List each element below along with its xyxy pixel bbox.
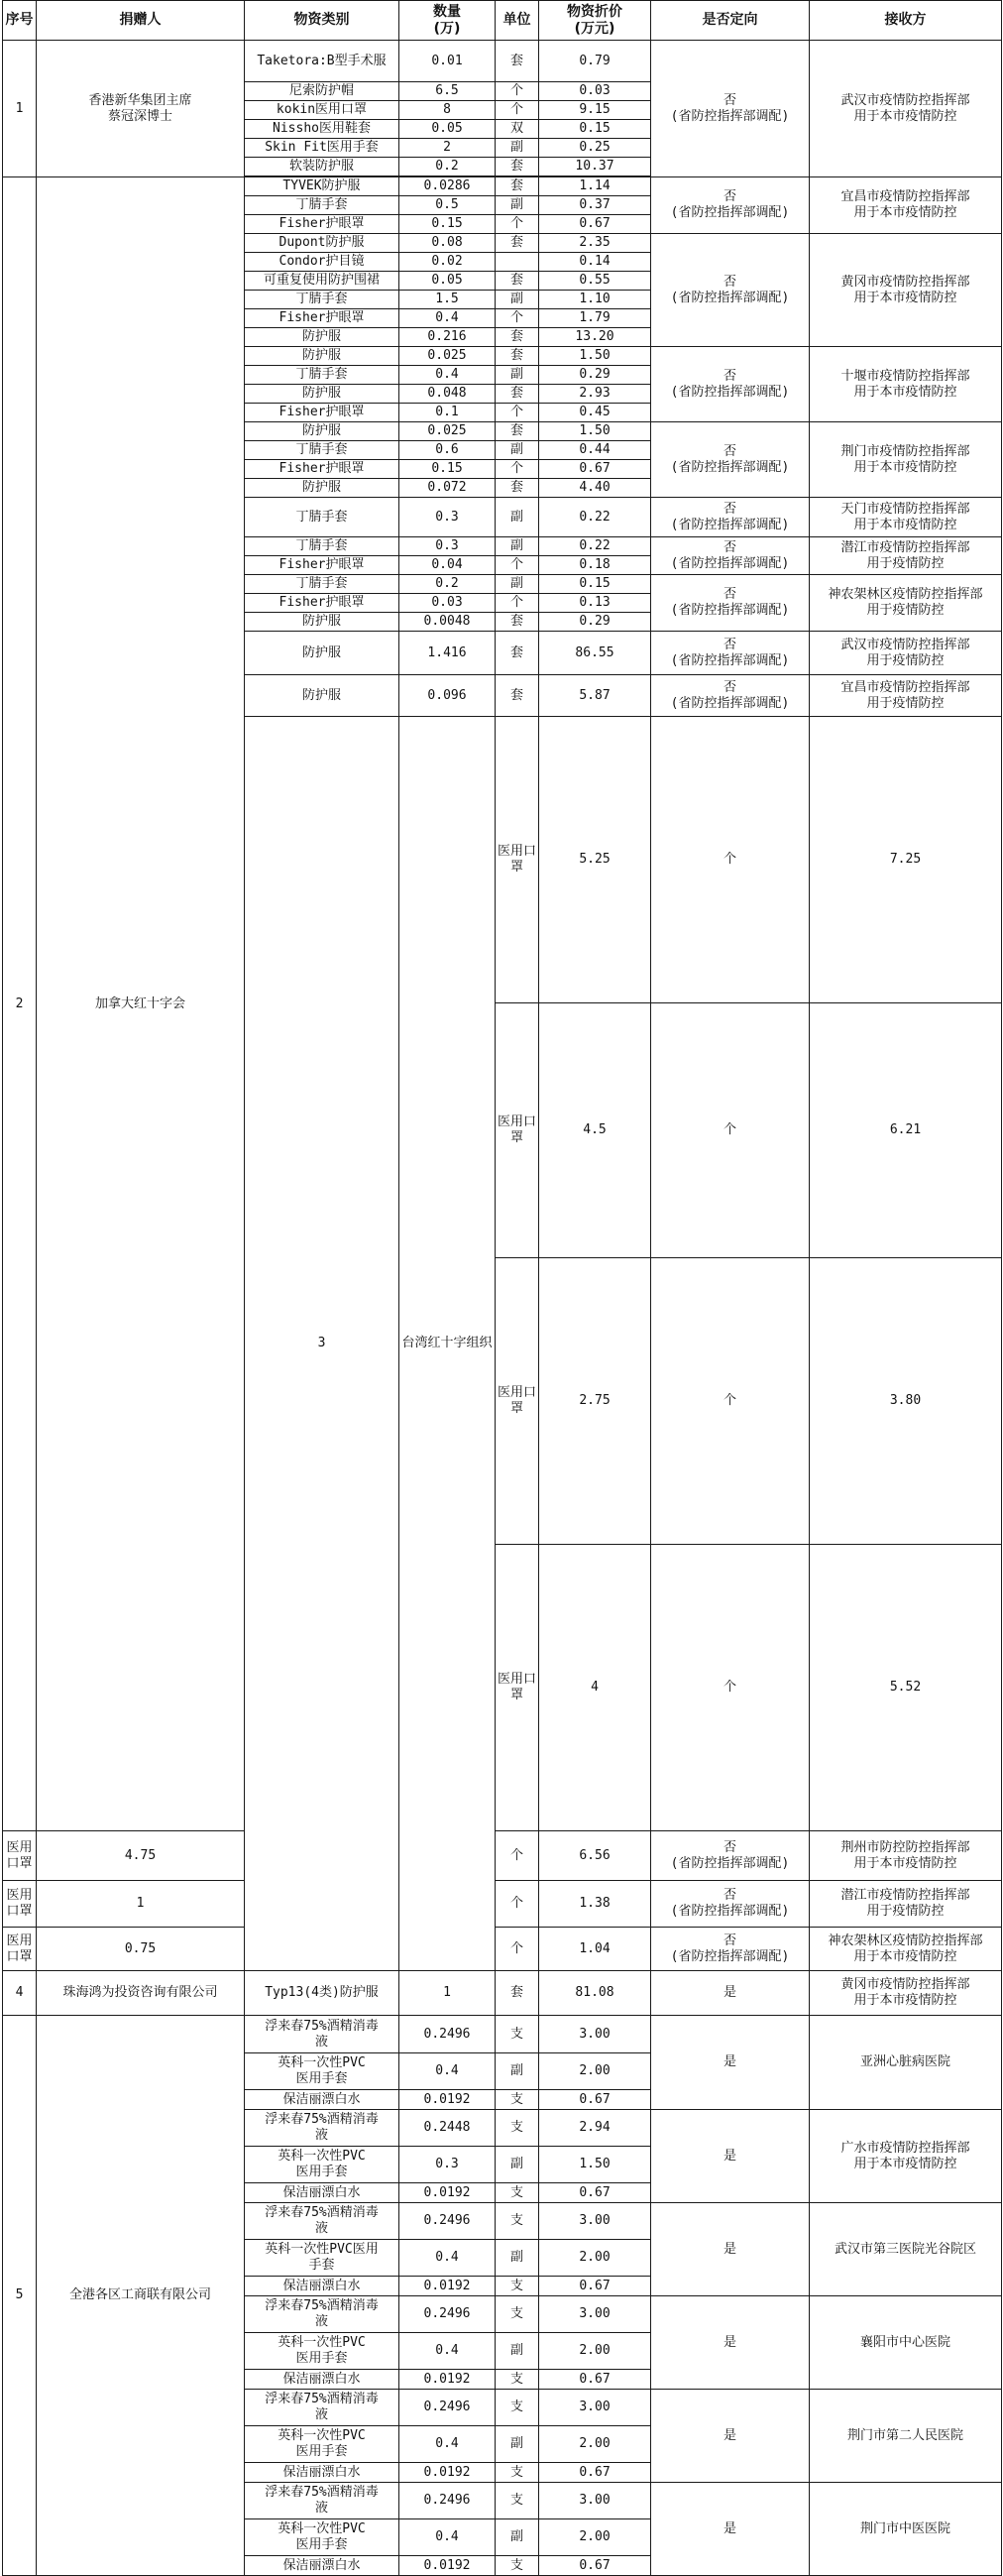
unit-cell: 支 — [496, 2296, 539, 2333]
value-cell: 81.08 — [539, 1971, 651, 2016]
recipient-cell: 神农架林区疫情防控指挥部 用于本市疫情防控 — [810, 1928, 1002, 1971]
unit-cell: 支 — [496, 2483, 539, 2519]
category-cell: 医用口罩 — [496, 1003, 539, 1258]
value-cell: 0.67 — [539, 2463, 651, 2483]
value-cell: 0.13 — [539, 594, 651, 613]
quantity-cell: 0.0192 — [399, 2556, 496, 2576]
donor-cell: 全港各区工商联有限公司 — [37, 2016, 245, 2576]
value-cell: 0.79 — [539, 41, 651, 82]
quantity-cell: 1 — [37, 1881, 245, 1928]
category-cell: 保洁丽漂白水 — [245, 2463, 399, 2483]
category-cell: 尼索防护帽 — [245, 82, 399, 101]
unit-cell: 个 — [496, 594, 539, 613]
category-cell: 防护服 — [245, 422, 399, 441]
unit-cell: 副 — [496, 139, 539, 158]
donation-table — [2, 0, 1002, 2576]
unit-cell: 套 — [496, 385, 539, 404]
category-cell: 丁腈手套 — [245, 537, 399, 556]
header-directed: 是否定向 — [651, 1, 810, 41]
value-cell: 3.00 — [539, 2296, 651, 2333]
header-seq: 序号 — [3, 1, 37, 41]
directed-cell: 否 (省防控指挥部调配) — [651, 632, 810, 675]
unit-cell: 副 — [496, 2333, 539, 2370]
unit-cell: 支 — [496, 2110, 539, 2147]
unit-cell: 套 — [496, 479, 539, 498]
value-cell: 1.38 — [539, 1881, 651, 1928]
quantity-cell: 0.0192 — [399, 2370, 496, 2390]
value-cell: 3.00 — [539, 2203, 651, 2240]
directed-cell: 是 — [651, 2390, 810, 2483]
unit-cell: 双 — [496, 120, 539, 139]
unit-cell: 副 — [496, 2053, 539, 2090]
category-cell: 浮来春75%酒精消毒 液 — [245, 2110, 399, 2147]
table-row — [3, 1831, 1002, 1881]
quantity-cell: 2.75 — [539, 1258, 651, 1545]
quantity-cell: 1.5 — [399, 291, 496, 309]
value-cell: 0.37 — [539, 196, 651, 215]
header-recipient: 接收方 — [810, 1, 1002, 41]
unit-cell: 支 — [496, 2183, 539, 2203]
category-cell: Dupont防护服 — [245, 234, 399, 253]
table-header-row — [3, 1, 1002, 41]
quantity-cell: 0.05 — [399, 272, 496, 291]
quantity-cell: 0.4 — [399, 2333, 496, 2370]
unit-cell: 支 — [496, 2556, 539, 2576]
quantity-cell: 0.025 — [399, 347, 496, 366]
quantity-cell: 0.0192 — [399, 2090, 496, 2110]
value-cell: 0.67 — [539, 2090, 651, 2110]
value-cell: 0.15 — [539, 120, 651, 139]
unit-cell: 套 — [496, 422, 539, 441]
directed-cell: 是 — [651, 1971, 810, 2016]
seq-cell: 3 — [245, 717, 399, 1971]
category-cell: 英科一次性PVC 医用手套 — [245, 2147, 399, 2183]
category-cell: 浮来春75%酒精消毒 液 — [245, 2016, 399, 2053]
quantity-cell: 0.0192 — [399, 2463, 496, 2483]
recipient-cell: 荆门市疫情防控指挥部 用于本市疫情防控 — [810, 422, 1002, 498]
value-cell: 13.20 — [539, 328, 651, 347]
recipient-cell: 襄阳市中心医院 — [810, 2296, 1002, 2390]
directed-cell: 否 (省防控指挥部调配) — [651, 177, 810, 234]
category-cell: 丁腈手套 — [245, 291, 399, 309]
value-cell: 3.00 — [539, 2016, 651, 2053]
category-cell: 防护服 — [245, 347, 399, 366]
unit-cell: 支 — [496, 2370, 539, 2390]
unit-cell: 套 — [496, 632, 539, 675]
unit-cell: 副 — [496, 2519, 539, 2556]
category-cell: 丁腈手套 — [245, 498, 399, 537]
unit-cell: 个 — [496, 460, 539, 479]
category-cell: 保洁丽漂白水 — [245, 2370, 399, 2390]
category-cell: 英科一次性PVC 医用手套 — [245, 2053, 399, 2090]
value-cell: 10.37 — [539, 158, 651, 176]
category-cell: Taketora:B型手术服 — [245, 41, 399, 82]
unit-cell: 副 — [496, 441, 539, 460]
value-cell: 3.00 — [539, 2390, 651, 2426]
recipient-cell: 广水市疫情防控指挥部 用于本市疫情防控 — [810, 2110, 1002, 2203]
value-cell: 0.44 — [539, 441, 651, 460]
category-cell: Fisher护眼罩 — [245, 460, 399, 479]
category-cell: Skin Fit医用手套 — [245, 139, 399, 158]
category-cell: 防护服 — [245, 328, 399, 347]
directed-cell: 否 (省防控指挥部调配) — [651, 1928, 810, 1971]
quantity-cell: 0.2496 — [399, 2016, 496, 2053]
unit-cell: 套 — [496, 347, 539, 366]
donor-cell: 加拿大红十字会 — [37, 177, 245, 1831]
directed-cell: 是 — [651, 2016, 810, 2110]
header-value: 物资折价 (万元) — [539, 1, 651, 41]
quantity-cell: 0.4 — [399, 2426, 496, 2463]
value-cell: 0.67 — [539, 2370, 651, 2390]
category-cell: 丁腈手套 — [245, 575, 399, 594]
category-cell: 防护服 — [245, 479, 399, 498]
quantity-cell: 0.0192 — [399, 2183, 496, 2203]
category-cell: 保洁丽漂白水 — [245, 2183, 399, 2203]
quantity-cell: 0.096 — [399, 675, 496, 717]
donor-cell: 香港新华集团主席 蔡冠深博士 — [37, 41, 245, 177]
category-cell: Fisher护眼罩 — [245, 215, 399, 234]
quantity-cell: 0.2496 — [399, 2390, 496, 2426]
unit-cell: 个 — [496, 1928, 539, 1971]
unit-cell: 支 — [496, 2390, 539, 2426]
category-cell: Fisher护眼罩 — [245, 404, 399, 422]
unit-cell: 个 — [496, 404, 539, 422]
quantity-cell: 0.05 — [399, 120, 496, 139]
unit-cell: 副 — [496, 291, 539, 309]
unit-cell: 个 — [496, 82, 539, 101]
directed-cell: 否 (省防控指挥部调配) — [651, 234, 810, 347]
unit-cell: 支 — [496, 2277, 539, 2296]
value-cell: 0.22 — [539, 498, 651, 537]
quantity-cell: 0.2496 — [399, 2483, 496, 2519]
recipient-cell: 黄冈市疫情防控指挥部 用于本市疫情防控 — [810, 234, 1002, 347]
unit-cell: 副 — [496, 2426, 539, 2463]
directed-cell: 否 (省防控指挥部调配) — [651, 675, 810, 717]
category-cell: 医用口罩 — [496, 1258, 539, 1545]
quantity-cell: 0.3 — [399, 2147, 496, 2183]
quantity-cell: 4.75 — [37, 1831, 245, 1881]
donor-cell: 台湾红十字组织 — [399, 717, 496, 1971]
seq-cell: 1 — [3, 41, 37, 177]
quantity-cell: 0.2448 — [399, 2110, 496, 2147]
table-row — [3, 177, 1002, 196]
unit-cell: 个 — [496, 556, 539, 575]
quantity-cell: 1 — [399, 1971, 496, 2016]
value-cell: 7.25 — [810, 717, 1002, 1003]
directed-cell: 否 (省防控指挥部调配) — [651, 347, 810, 422]
quantity-cell: 0.1 — [399, 404, 496, 422]
value-cell: 2.00 — [539, 2240, 651, 2277]
unit-cell: 个 — [496, 309, 539, 328]
unit-cell: 个 — [651, 717, 810, 1003]
unit-cell: 套 — [496, 675, 539, 717]
table-row — [3, 41, 1002, 82]
quantity-cell: 0.4 — [399, 2053, 496, 2090]
category-cell: 防护服 — [245, 675, 399, 717]
value-cell: 0.45 — [539, 404, 651, 422]
unit-cell: 套 — [496, 158, 539, 176]
quantity-cell: 0.2 — [399, 575, 496, 594]
category-cell: 医用口罩 — [3, 1831, 37, 1881]
category-cell: 英科一次性PVC 医用手套 — [245, 2426, 399, 2463]
table-row — [3, 1928, 1002, 1971]
value-cell: 1.50 — [539, 422, 651, 441]
quantity-cell: 0.75 — [37, 1928, 245, 1971]
value-cell: 0.67 — [539, 2183, 651, 2203]
unit-cell: 副 — [496, 537, 539, 556]
category-cell: 浮来春75%酒精消毒 液 — [245, 2296, 399, 2333]
quantity-cell: 0.0048 — [399, 613, 496, 632]
value-cell: 0.22 — [539, 537, 651, 556]
directed-cell: 否 (省防控指挥部调配) — [651, 422, 810, 498]
document-page — [2, 0, 1002, 2576]
value-cell: 1.79 — [539, 309, 651, 328]
unit-cell: 副 — [496, 366, 539, 385]
quantity-cell: 0.15 — [399, 215, 496, 234]
quantity-cell: 0.0192 — [399, 2277, 496, 2296]
category-cell: 软装防护服 — [245, 158, 399, 176]
unit-cell: 副 — [496, 2147, 539, 2183]
quantity-cell: 5.25 — [539, 717, 651, 1003]
category-cell: 丁腈手套 — [245, 366, 399, 385]
value-cell: 6.56 — [539, 1831, 651, 1881]
directed-cell: 是 — [651, 2483, 810, 2576]
value-cell: 0.67 — [539, 460, 651, 479]
category-cell: 医用口罩 — [496, 1545, 539, 1831]
category-cell: 保洁丽漂白水 — [245, 2090, 399, 2110]
category-cell: Nissho医用鞋套 — [245, 120, 399, 139]
category-cell: 英科一次性PVC 医用手套 — [245, 2333, 399, 2370]
recipient-cell: 宜昌市疫情防控指挥部 用于疫情防控 — [810, 675, 1002, 717]
quantity-cell: 0.3 — [399, 498, 496, 537]
value-cell: 0.25 — [539, 139, 651, 158]
quantity-cell: 0.048 — [399, 385, 496, 404]
value-cell: 5.87 — [539, 675, 651, 717]
recipient-cell: 潜江市疫情防控指挥部 用于疫情防控 — [810, 1881, 1002, 1928]
unit-cell: 个 — [496, 1881, 539, 1928]
value-cell: 4.40 — [539, 479, 651, 498]
quantity-cell: 0.4 — [399, 2240, 496, 2277]
directed-cell: 否 (省防控指挥部调配) — [651, 498, 810, 537]
category-cell: TYVEK防护服 — [245, 177, 399, 196]
category-cell: 防护服 — [245, 385, 399, 404]
recipient-cell: 潜江市疫情防控指挥部 用于疫情防控 — [810, 537, 1002, 575]
category-cell: kokin医用口罩 — [245, 101, 399, 120]
unit-cell: 支 — [496, 2016, 539, 2053]
unit-cell: 支 — [496, 2463, 539, 2483]
category-cell: 丁腈手套 — [245, 441, 399, 460]
category-cell: 保洁丽漂白水 — [245, 2556, 399, 2576]
category-cell: 医用口罩 — [3, 1928, 37, 1971]
value-cell: 0.29 — [539, 613, 651, 632]
quantity-cell: 4 — [539, 1545, 651, 1831]
value-cell: 0.03 — [539, 82, 651, 101]
recipient-cell: 神农架林区疫情防控指挥部 用于疫情防控 — [810, 575, 1002, 632]
recipient-cell: 亚洲心脏病医院 — [810, 2016, 1002, 2110]
recipient-cell: 荆门市中医医院 — [810, 2483, 1002, 2576]
quantity-cell: 0.5 — [399, 196, 496, 215]
category-cell: Fisher护眼罩 — [245, 594, 399, 613]
category-cell: 英科一次性PVC医用 手套 — [245, 2240, 399, 2277]
recipient-cell: 天门市疫情防控指挥部 用于本市疫情防控 — [810, 498, 1002, 537]
category-cell: 丁腈手套 — [245, 196, 399, 215]
header-donor: 捐赠人 — [37, 1, 245, 41]
category-cell: 医用口罩 — [3, 1881, 37, 1928]
value-cell: 6.21 — [810, 1003, 1002, 1258]
quantity-cell: 1.416 — [399, 632, 496, 675]
category-cell: Condor护目镜 — [245, 253, 399, 272]
value-cell: 1.04 — [539, 1928, 651, 1971]
unit-cell: 个 — [496, 101, 539, 120]
category-cell: Fisher护眼罩 — [245, 309, 399, 328]
header-category: 物资类别 — [245, 1, 399, 41]
table-row — [3, 1881, 1002, 1928]
quantity-cell: 8 — [399, 101, 496, 120]
quantity-cell: 0.4 — [399, 2519, 496, 2556]
category-cell: Typ13(4类)防护服 — [245, 1971, 399, 2016]
value-cell: 0.67 — [539, 215, 651, 234]
category-cell: 保洁丽漂白水 — [245, 2277, 399, 2296]
seq-cell: 2 — [3, 177, 37, 1831]
unit-cell: 套 — [496, 272, 539, 291]
value-cell: 2.94 — [539, 2110, 651, 2147]
unit-cell — [496, 253, 539, 272]
value-cell: 3.80 — [810, 1258, 1002, 1545]
quantity-cell: 0.2496 — [399, 2296, 496, 2333]
table-row — [3, 2016, 1002, 2053]
table-row — [3, 1971, 1002, 2016]
quantity-cell: 4.5 — [539, 1003, 651, 1258]
recipient-cell: 武汉市疫情防控指挥部 用于疫情防控 — [810, 632, 1002, 675]
quantity-cell: 0.02 — [399, 253, 496, 272]
quantity-cell: 0.08 — [399, 234, 496, 253]
directed-cell: 否 (省防控指挥部调配) — [651, 537, 810, 575]
quantity-cell: 0.072 — [399, 479, 496, 498]
directed-cell: 否 (省防控指挥部调配) — [651, 575, 810, 632]
unit-cell: 个 — [496, 215, 539, 234]
recipient-cell: 宜昌市疫情防控指挥部 用于本市疫情防控 — [810, 177, 1002, 234]
value-cell: 1.50 — [539, 347, 651, 366]
recipient-cell: 武汉市疫情防控指挥部 用于本市疫情防控 — [810, 41, 1002, 177]
value-cell: 2.00 — [539, 2053, 651, 2090]
unit-cell: 支 — [496, 2203, 539, 2240]
unit-cell: 个 — [651, 1258, 810, 1545]
quantity-cell: 0.2 — [399, 158, 496, 176]
unit-cell: 套 — [496, 613, 539, 632]
value-cell: 0.18 — [539, 556, 651, 575]
value-cell: 2.35 — [539, 234, 651, 253]
value-cell: 2.00 — [539, 2426, 651, 2463]
quantity-cell: 6.5 — [399, 82, 496, 101]
value-cell: 0.15 — [539, 575, 651, 594]
value-cell: 2.00 — [539, 2333, 651, 2370]
value-cell: 0.55 — [539, 272, 651, 291]
recipient-cell: 黄冈市疫情防控指挥部 用于本市疫情防控 — [810, 1971, 1002, 2016]
directed-cell: 否 (省防控指挥部调配) — [651, 1881, 810, 1928]
category-cell: 浮来春75%酒精消毒 液 — [245, 2390, 399, 2426]
unit-cell: 支 — [496, 2090, 539, 2110]
directed-cell: 否 (省防控指挥部调配) — [651, 41, 810, 177]
directed-cell: 是 — [651, 2296, 810, 2390]
category-cell: 英科一次性PVC 医用手套 — [245, 2519, 399, 2556]
quantity-cell: 0.01 — [399, 41, 496, 82]
value-cell: 2.00 — [539, 2519, 651, 2556]
value-cell: 3.00 — [539, 2483, 651, 2519]
value-cell: 2.93 — [539, 385, 651, 404]
unit-cell: 副 — [496, 196, 539, 215]
unit-cell: 副 — [496, 575, 539, 594]
category-cell: 防护服 — [245, 613, 399, 632]
quantity-cell: 0.03 — [399, 594, 496, 613]
table-body — [3, 41, 1002, 2576]
unit-cell: 副 — [496, 498, 539, 537]
unit-cell: 副 — [496, 2240, 539, 2277]
recipient-cell: 荆门市第二人民医院 — [810, 2390, 1002, 2483]
quantity-cell: 0.4 — [399, 309, 496, 328]
quantity-cell: 0.0286 — [399, 177, 496, 196]
quantity-cell: 0.15 — [399, 460, 496, 479]
value-cell: 0.14 — [539, 253, 651, 272]
header-quantity: 数量 (万) — [399, 1, 496, 41]
unit-cell: 个 — [651, 1545, 810, 1831]
value-cell: 1.10 — [539, 291, 651, 309]
donor-cell: 珠海鸿为投资咨询有限公司 — [37, 1971, 245, 2016]
quantity-cell: 0.2496 — [399, 2203, 496, 2240]
quantity-cell: 0.216 — [399, 328, 496, 347]
quantity-cell: 2 — [399, 139, 496, 158]
value-cell: 86.55 — [539, 632, 651, 675]
category-cell: 可重复使用防护围裙 — [245, 272, 399, 291]
unit-cell: 套 — [496, 41, 539, 82]
category-cell: 防护服 — [245, 632, 399, 675]
category-cell: 医用口罩 — [496, 717, 539, 1003]
category-cell: 浮来春75%酒精消毒 液 — [245, 2483, 399, 2519]
unit-cell: 个 — [496, 1831, 539, 1881]
value-cell: 9.15 — [539, 101, 651, 120]
unit-cell: 套 — [496, 177, 539, 196]
unit-cell: 套 — [496, 1971, 539, 2016]
quantity-cell: 0.4 — [399, 366, 496, 385]
header-unit: 单位 — [496, 1, 539, 41]
unit-cell: 套 — [496, 328, 539, 347]
directed-cell: 否 (省防控指挥部调配) — [651, 1831, 810, 1881]
value-cell: 1.14 — [539, 177, 651, 196]
category-cell: 浮来春75%酒精消毒 液 — [245, 2203, 399, 2240]
recipient-cell: 十堰市疫情防控指挥部 用于本市疫情防控 — [810, 347, 1002, 422]
unit-cell: 个 — [651, 1003, 810, 1258]
quantity-cell: 0.6 — [399, 441, 496, 460]
quantity-cell: 0.025 — [399, 422, 496, 441]
seq-cell: 4 — [3, 1971, 37, 2016]
seq-cell: 5 — [3, 2016, 37, 2576]
value-cell: 0.67 — [539, 2277, 651, 2296]
value-cell: 1.50 — [539, 2147, 651, 2183]
quantity-cell: 0.3 — [399, 537, 496, 556]
directed-cell: 是 — [651, 2203, 810, 2296]
value-cell: 0.29 — [539, 366, 651, 385]
directed-cell: 是 — [651, 2110, 810, 2203]
value-cell: 0.67 — [539, 2556, 651, 2576]
recipient-cell: 荆州市防控防控指挥部 用于本市疫情防控 — [810, 1831, 1002, 1881]
category-cell: Fisher护眼罩 — [245, 556, 399, 575]
value-cell: 5.52 — [810, 1545, 1002, 1831]
quantity-cell: 0.04 — [399, 556, 496, 575]
recipient-cell: 武汉市第三医院光谷院区 — [810, 2203, 1002, 2296]
unit-cell: 套 — [496, 234, 539, 253]
